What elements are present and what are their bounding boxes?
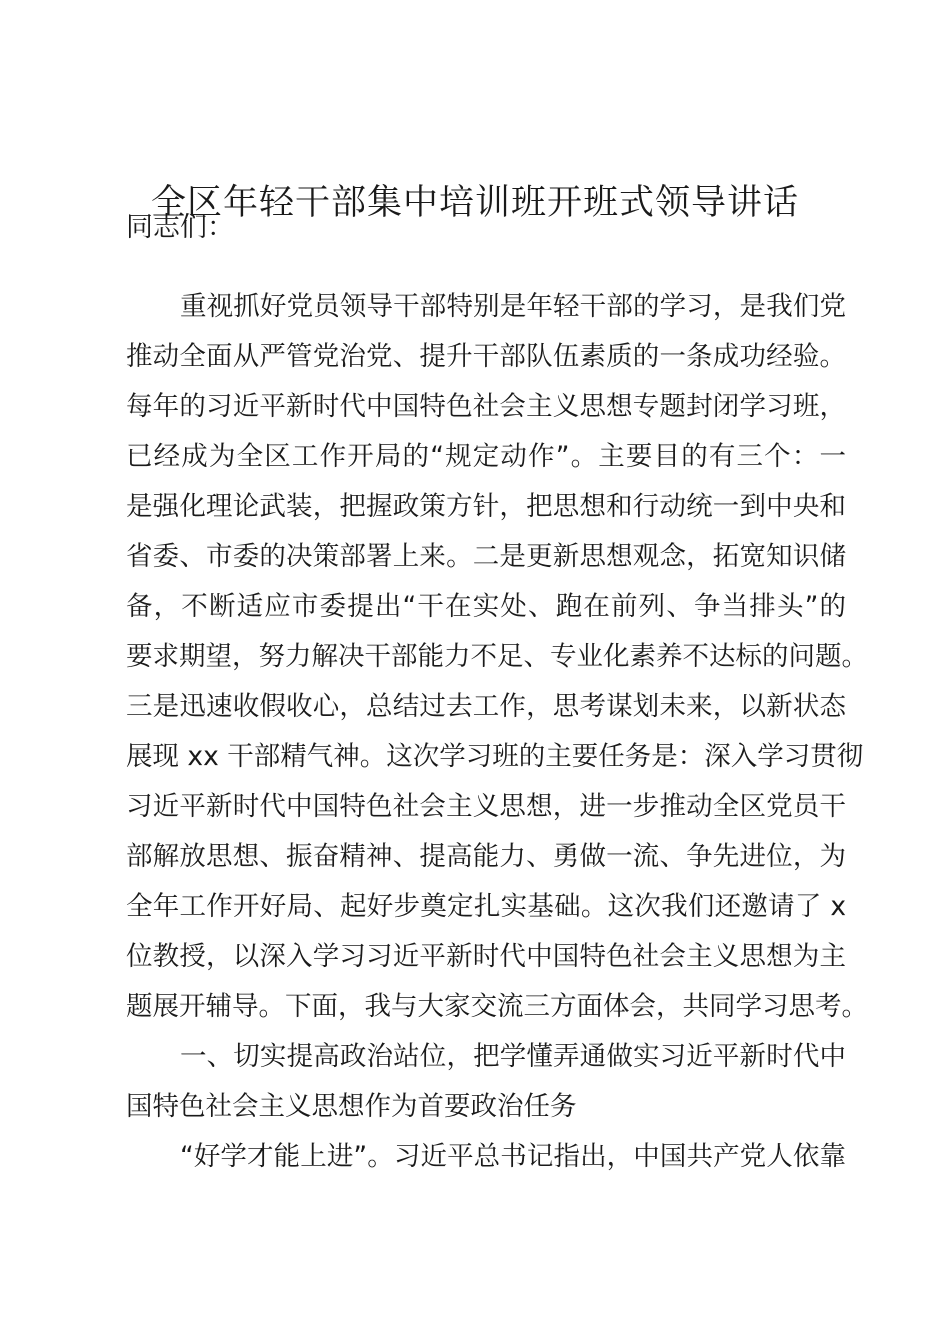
body-line: 重视抓好党员领导干部特别是年轻干部的学习，是我们党	[180, 291, 846, 322]
document-title: 全区年轻干部集中培训班开班式领导讲话	[150, 183, 799, 223]
body-line: 要求期望，努力解决干部能力不足、专业化素养不达标的问题。	[126, 641, 868, 672]
body-line: 展现 xx 干部精气神。这次学习班的主要任务是：深入学习贯彻	[126, 741, 864, 772]
salutation: 同志们：	[126, 212, 234, 243]
body-line: 三是迅速收假收心，总结过去工作，思考谋划未来，以新状态	[126, 691, 846, 722]
body-line: 题展开辅导。下面，我与大家交流三方面体会，共同学习思考。	[126, 991, 868, 1022]
body-line: 备，不断适应市委提出“干在实处、跑在前列、争当排头”的	[126, 591, 846, 622]
body-line: 是强化理论武装，把握政策方针，把思想和行动统一到中央和	[126, 491, 846, 522]
document-body	[126, 282, 868, 1182]
body-line: 省委、市委的决策部署上来。二是更新思想观念，拓宽知识储	[126, 541, 846, 572]
body-line: 每年的习近平新时代中国特色社会主义思想专题封闭学习班，	[126, 391, 846, 422]
body-line: 已经成为全区工作开局的“规定动作”。主要目的有三个：一	[126, 441, 846, 472]
body-line: 国特色社会主义思想作为首要政治任务	[126, 1091, 577, 1122]
body-line: 习近平新时代中国特色社会主义思想，进一步推动全区党员干	[126, 791, 846, 822]
body-line: 部解放思想、振奋精神、提高能力、勇做一流、争先进位，为	[126, 841, 846, 872]
body-line: 一、切实提高政治站位，把学懂弄通做实习近平新时代中	[180, 1041, 846, 1072]
body-line: 推动全面从严管党治党、提升干部队伍素质的一条成功经验。	[126, 341, 846, 372]
body-line: 位教授，以深入学习习近平新时代中国特色社会主义思想为主	[126, 941, 846, 972]
body-line: 全年工作开好局、起好步奠定扎实基础。这次我们还邀请了 x	[126, 891, 846, 922]
body-line: “好学才能上进”。习近平总书记指出，中国共产党人依靠	[180, 1141, 846, 1172]
